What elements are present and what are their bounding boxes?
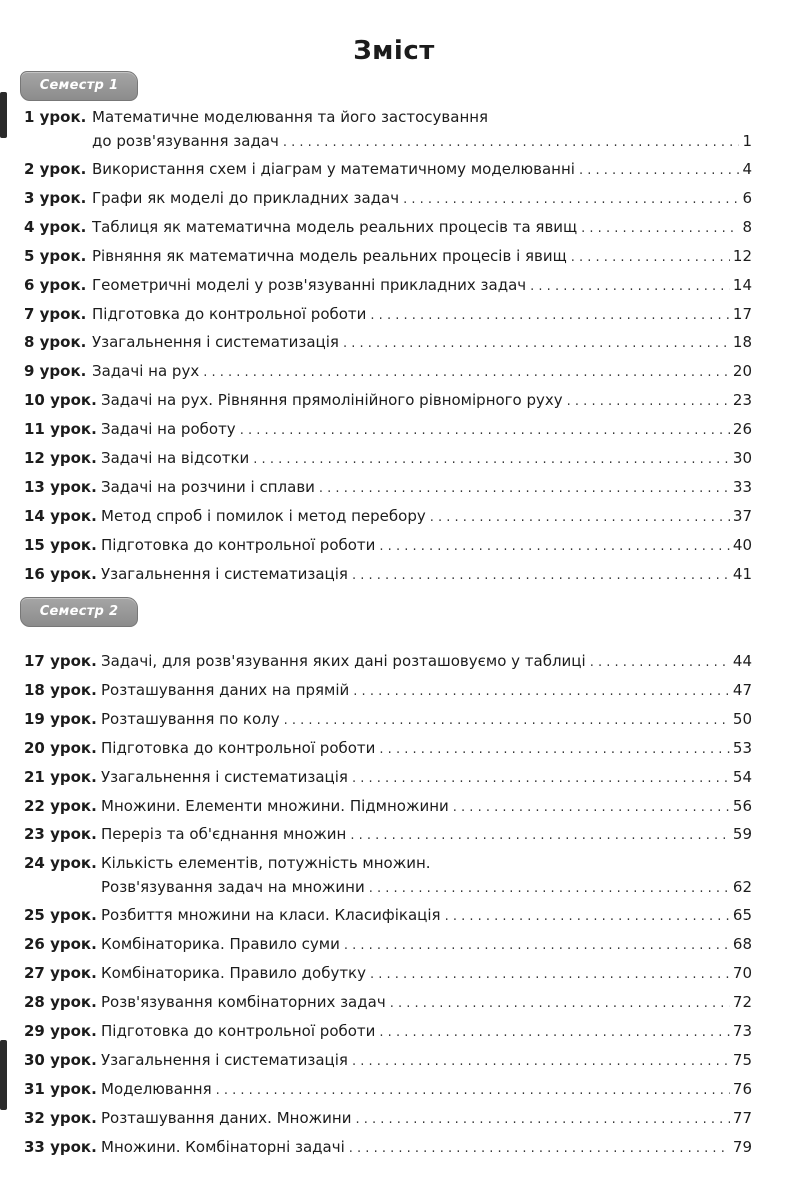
lesson-number: 4 урок. xyxy=(24,217,87,236)
lesson-number: 19 урок. xyxy=(24,709,97,728)
toc-entry xyxy=(24,272,752,300)
toc-entry xyxy=(24,104,752,156)
toc-leader-line xyxy=(101,387,752,413)
page-number: 79 xyxy=(732,1137,752,1156)
lesson-title: Розбиття множини на класи. Класифікація xyxy=(101,906,441,925)
page-number: 41 xyxy=(732,564,752,583)
dot-leader xyxy=(344,933,730,957)
toc-leader-line xyxy=(92,358,752,384)
toc-leader-line xyxy=(92,301,752,327)
lesson-title: Підготовка до контрольної роботи xyxy=(101,1021,376,1040)
lesson-number: 25 урок. xyxy=(24,906,97,925)
toc-entry xyxy=(24,1047,752,1075)
lesson-number: 21 урок. xyxy=(24,767,97,786)
toc-entry xyxy=(24,358,752,386)
dot-leader xyxy=(445,904,730,928)
page-number: 40 xyxy=(732,535,752,554)
toc-entry xyxy=(24,1018,752,1046)
page-number: 44 xyxy=(732,652,752,670)
lesson-title: Геометричні моделі у розв'язуванні прикладних задач xyxy=(92,275,527,294)
dot-leader xyxy=(319,476,730,500)
dot-leader xyxy=(453,795,730,819)
toc-leader-line xyxy=(92,272,752,298)
lesson-title: Підготовка до контрольної роботи xyxy=(101,535,376,554)
lesson-title: Комбінаторика. Правило добутку xyxy=(101,964,366,983)
dot-leader xyxy=(353,679,730,703)
lesson-number: 3 урок. xyxy=(24,188,87,207)
page-number: 54 xyxy=(732,767,752,786)
lesson-title: Графи як моделі до прикладних задач xyxy=(92,188,400,207)
toc-entry xyxy=(24,301,752,329)
lesson-number: 17 урок. xyxy=(24,652,97,670)
dot-leader xyxy=(284,708,730,732)
toc-leader-line xyxy=(101,821,752,847)
toc-entry xyxy=(24,706,752,734)
page-number: 4 xyxy=(742,160,752,178)
dot-leader xyxy=(379,737,729,761)
lesson-title: Узагальнення і систематизація xyxy=(101,767,348,786)
page-number: 72 xyxy=(732,993,752,1011)
toc-entry xyxy=(24,416,752,444)
toc-leader-line xyxy=(101,706,752,732)
lesson-title: Рівняння як математична модель реальних процесів і явищ xyxy=(92,246,567,265)
toc-leader-line xyxy=(101,1018,752,1044)
dot-leader xyxy=(355,1107,729,1131)
lesson-number: 23 урок. xyxy=(24,825,97,844)
lesson-title: Метод спроб і помилок і метод перебору xyxy=(101,506,426,525)
dot-leader xyxy=(379,1020,729,1044)
page-number: 50 xyxy=(732,709,752,728)
lesson-number: 29 урок. xyxy=(24,1021,97,1040)
toc-leader-line xyxy=(101,474,752,500)
lesson-title: Задачі на роботу xyxy=(101,420,236,439)
lesson-number: 27 урок. xyxy=(24,964,97,983)
semester-2-badge: Семестр 2 xyxy=(20,597,138,627)
toc-entry xyxy=(24,850,752,902)
toc-leader-line xyxy=(101,902,752,928)
dot-leader xyxy=(203,360,730,384)
dot-leader xyxy=(567,389,730,413)
lesson-number: 5 урок. xyxy=(24,246,87,265)
lesson-title: до розв'язування задач xyxy=(92,132,279,150)
lesson-title: Узагальнення і систематизація xyxy=(101,1050,348,1069)
dot-leader xyxy=(216,1078,730,1102)
lesson-title: Задачі на розчини і сплави xyxy=(101,477,315,496)
toc-leader-line xyxy=(101,1047,752,1073)
lesson-number: 7 урок. xyxy=(24,304,87,323)
lesson-title: Розташування по колу xyxy=(101,709,280,728)
page-number: 1 xyxy=(742,132,752,150)
page-number: 8 xyxy=(742,217,752,236)
toc-leader-line xyxy=(92,243,752,269)
toc-entry xyxy=(24,902,752,930)
lesson-number: 16 урок. xyxy=(24,564,97,583)
lesson-title: Підготовка до контрольної роботи xyxy=(92,304,367,323)
page-number: 70 xyxy=(732,964,752,983)
toc-entry xyxy=(24,960,752,988)
toc-leader-line xyxy=(101,931,752,957)
page-number: 18 xyxy=(732,333,752,352)
page-number: 56 xyxy=(732,796,752,815)
lesson-title: Розташування даних на прямій xyxy=(101,680,350,699)
dot-leader xyxy=(253,447,730,471)
toc-leader-line xyxy=(92,214,752,240)
toc-leader-line xyxy=(92,128,752,154)
toc-leader-line xyxy=(101,677,752,703)
page-number: 12 xyxy=(732,246,752,265)
toc-entry xyxy=(24,735,752,763)
toc-leader-line xyxy=(101,764,752,790)
dot-leader xyxy=(352,766,730,790)
lesson-number: 32 урок. xyxy=(24,1108,97,1127)
lesson-title: Узагальнення і систематизація xyxy=(92,333,339,352)
lesson-title: Задачі на рух xyxy=(92,362,200,381)
lesson-title: Задачі на відсотки xyxy=(101,449,250,467)
dot-leader xyxy=(283,130,740,154)
lesson-title: Використання схем і діаграм у математичному моделюванні xyxy=(92,160,575,178)
page-number: 75 xyxy=(732,1050,752,1069)
lesson-title: Розв'язування задач на множини xyxy=(101,878,365,897)
lesson-title: Таблиця як математична модель реальних процесів та явищ xyxy=(92,217,578,236)
toc-leader-line xyxy=(92,156,752,182)
lesson-number: 33 урок. xyxy=(24,1137,97,1156)
lesson-number: 1 урок. xyxy=(24,108,87,126)
page-number: 17 xyxy=(732,304,752,323)
lesson-number: 8 урок. xyxy=(24,333,87,352)
lesson-number: 18 урок. xyxy=(24,680,97,699)
lesson-title: Множини. Комбінаторні задачі xyxy=(101,1137,345,1156)
dot-leader xyxy=(530,274,730,298)
toc-leader-line xyxy=(101,648,752,674)
toc-entry xyxy=(24,931,752,959)
lesson-number: 24 урок. xyxy=(24,854,97,873)
toc-entry xyxy=(24,677,752,705)
lesson-number: 13 урок. xyxy=(24,477,97,496)
toc-entry xyxy=(24,185,752,213)
toc-entry xyxy=(24,648,752,676)
dot-leader xyxy=(352,563,730,587)
toc-leader-line xyxy=(101,735,752,761)
toc-leader-line xyxy=(101,532,752,558)
lesson-number: 9 урок. xyxy=(24,362,87,381)
toc-entry xyxy=(24,387,752,415)
dot-leader xyxy=(350,823,730,847)
semester-1-badge: Семестр 1 xyxy=(20,71,138,101)
toc-entry xyxy=(24,243,752,271)
toc-leader-line xyxy=(101,561,752,587)
toc-leader-line xyxy=(92,185,752,211)
lesson-number: 26 урок. xyxy=(24,935,97,954)
lesson-number: 28 урок. xyxy=(24,993,97,1011)
dot-leader xyxy=(590,650,730,674)
page-number: 65 xyxy=(732,906,752,925)
dot-leader xyxy=(370,303,729,327)
page-title: Зміст xyxy=(353,36,435,66)
lesson-number: 10 урок. xyxy=(24,391,97,410)
toc-leader-line xyxy=(101,503,752,529)
page-number: 33 xyxy=(732,477,752,496)
dot-leader xyxy=(369,876,730,900)
dot-leader xyxy=(349,1136,730,1160)
page-number: 14 xyxy=(732,275,752,294)
lesson-title: Множини. Елементи множини. Підмножини xyxy=(101,796,449,815)
dot-leader xyxy=(343,331,730,355)
lesson-title: Переріз та об'єднання множин xyxy=(101,825,347,844)
page-edge-mark xyxy=(0,1040,7,1110)
dot-leader xyxy=(579,158,740,182)
dot-leader xyxy=(581,216,739,240)
toc-entry xyxy=(24,1076,752,1104)
dot-leader xyxy=(390,991,730,1015)
page-number: 37 xyxy=(732,506,752,525)
page-number: 30 xyxy=(732,449,752,467)
toc-leader-line xyxy=(101,1134,752,1160)
lesson-title: Комбінаторика. Правило суми xyxy=(101,935,340,954)
dot-leader xyxy=(379,534,729,558)
page-number: 20 xyxy=(732,362,752,381)
lesson-number: 6 урок. xyxy=(24,275,87,294)
lesson-number: 12 урок. xyxy=(24,449,97,467)
page-number: 76 xyxy=(732,1079,752,1098)
page-number: 62 xyxy=(732,878,752,897)
toc-entry xyxy=(24,156,752,184)
page-number: 68 xyxy=(732,935,752,954)
toc-entry xyxy=(24,821,752,849)
toc-leader-line xyxy=(101,960,752,986)
toc-entry xyxy=(24,764,752,792)
toc-leader-line xyxy=(101,445,752,471)
lesson-title: Підготовка до контрольної роботи xyxy=(101,738,376,757)
toc-entry xyxy=(24,989,752,1017)
dot-leader xyxy=(240,418,730,442)
toc-entry xyxy=(24,793,752,821)
toc-entry xyxy=(24,503,752,531)
toc-entry xyxy=(24,329,752,357)
lesson-title: Задачі на рух. Рівняння прямолінійного рівномірного руху xyxy=(101,391,563,410)
toc-entry xyxy=(24,1105,752,1133)
lesson-title-line: Математичне моделювання та його застосування xyxy=(92,108,489,126)
page-edge-mark xyxy=(0,92,7,138)
lesson-number: 22 урок. xyxy=(24,796,97,815)
toc-entry xyxy=(24,1134,752,1162)
page-number: 47 xyxy=(732,680,752,699)
page-number: 23 xyxy=(732,391,752,410)
page-number: 6 xyxy=(742,188,752,207)
page-number: 77 xyxy=(732,1108,752,1127)
toc-leader-line xyxy=(101,1105,752,1131)
toc-entry xyxy=(24,532,752,560)
dot-leader xyxy=(430,505,730,529)
page-number: 53 xyxy=(732,738,752,757)
toc-leader-line xyxy=(101,1076,752,1102)
lesson-number: 15 урок. xyxy=(24,535,97,554)
lesson-number: 30 урок. xyxy=(24,1050,97,1069)
toc-entry xyxy=(24,561,752,589)
dot-leader xyxy=(370,962,730,986)
page-number: 59 xyxy=(732,825,752,844)
toc-leader-line xyxy=(101,793,752,819)
toc-entry xyxy=(24,474,752,502)
lesson-number: 20 урок. xyxy=(24,738,97,757)
dot-leader xyxy=(571,245,730,269)
dot-leader xyxy=(352,1049,730,1073)
lesson-title: Задачі, для розв'язування яких дані розташовуємо у таблиці xyxy=(101,652,586,670)
lesson-title-line: Кількість елементів, потужність множин. xyxy=(101,854,431,873)
toc-leader-line xyxy=(101,416,752,442)
lesson-title: Узагальнення і систематизація xyxy=(101,564,348,583)
lesson-number: 31 урок. xyxy=(24,1079,97,1098)
page-number: 26 xyxy=(732,420,752,439)
lesson-title: Розв'язування комбінаторних задач xyxy=(101,993,386,1011)
page-number: 73 xyxy=(732,1021,752,1040)
lesson-number: 2 урок. xyxy=(24,160,87,178)
toc-entry xyxy=(24,445,752,473)
lesson-number: 14 урок. xyxy=(24,506,97,525)
toc-leader-line xyxy=(101,989,752,1015)
lesson-title: Моделювання xyxy=(101,1079,212,1098)
dot-leader xyxy=(403,187,739,211)
toc-entry xyxy=(24,214,752,242)
toc-leader-line xyxy=(92,329,752,355)
lesson-title: Розташування даних. Множини xyxy=(101,1108,352,1127)
lesson-number: 11 урок. xyxy=(24,420,97,439)
toc-leader-line xyxy=(101,874,752,900)
